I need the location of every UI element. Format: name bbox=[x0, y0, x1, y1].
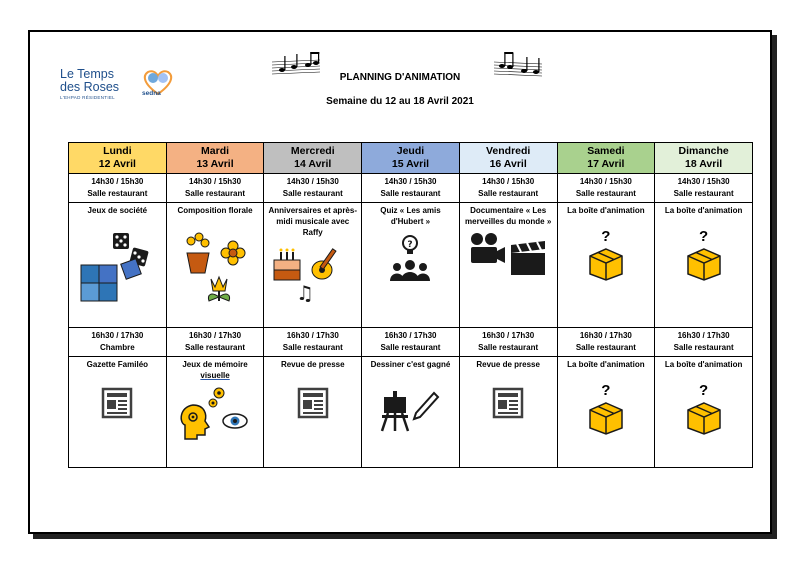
slot1-cell: 14h30 / 15h30 Salle restaurant bbox=[459, 174, 557, 203]
day-header-vendredi: Vendredi 16 Avril bbox=[459, 143, 557, 174]
activity-cell bbox=[69, 203, 167, 327]
question-mark: ? bbox=[601, 228, 611, 246]
day-header-mercredi: Mercredi 14 Avril bbox=[264, 143, 362, 174]
planning-sheet bbox=[28, 30, 772, 534]
flowers-icon bbox=[175, 231, 255, 303]
slot2-cell: 16h30 / 17h30 Salle restaurant bbox=[362, 327, 460, 356]
slot2-cell: 16h30 / 17h30 Salle restaurant bbox=[264, 327, 362, 356]
activities1-row bbox=[69, 203, 753, 327]
activity-label: Gazette Familéo bbox=[86, 359, 149, 369]
mystery-box-icon bbox=[686, 401, 722, 435]
day-header-jeudi: Jeudi 15 Avril bbox=[362, 143, 460, 174]
activity-label: Composition florale bbox=[177, 206, 253, 216]
newspaper-icon bbox=[99, 385, 135, 421]
question-mark: ? bbox=[699, 381, 709, 399]
planning-table bbox=[68, 142, 753, 468]
activity-cell bbox=[362, 356, 460, 467]
question-mark: ? bbox=[601, 381, 611, 399]
activity-label: Quiz « Les amis d'Hubert » bbox=[380, 206, 441, 227]
activity-cell bbox=[264, 203, 362, 327]
activities2-row bbox=[69, 356, 753, 467]
day-header-lundi: Lundi 12 Avril bbox=[69, 143, 167, 174]
slot1-cell: 14h30 / 15h30 Salle restaurant bbox=[655, 174, 753, 203]
slot1-cell: 14h30 / 15h30 Salle restaurant bbox=[557, 174, 655, 203]
days-row bbox=[69, 143, 753, 174]
svg-text:?: ? bbox=[407, 240, 414, 251]
activity-cell bbox=[557, 203, 655, 327]
camera-clapper-icon bbox=[467, 231, 549, 279]
activity-cell bbox=[655, 356, 753, 467]
activity-cell bbox=[459, 356, 557, 467]
newspaper-icon bbox=[295, 385, 331, 421]
activity-cell bbox=[557, 356, 655, 467]
question-mark: ? bbox=[699, 228, 709, 246]
activity-label: Jeux de société bbox=[87, 206, 148, 216]
slot1-cell: 14h30 / 15h30 Salle restaurant bbox=[166, 174, 264, 203]
mystery-box-icon bbox=[588, 247, 624, 281]
day-header-mardi: Mardi 13 Avril bbox=[166, 143, 264, 174]
activity-label: La boîte d'animation bbox=[664, 206, 743, 216]
activity-cell bbox=[69, 356, 167, 467]
activity-cell bbox=[655, 203, 753, 327]
activity-label: Jeux de mémoire visuelle bbox=[182, 359, 248, 380]
activity-label: La boîte d'animation bbox=[567, 359, 645, 369]
brain-gears-eye-icon bbox=[175, 385, 255, 441]
slot2-cell: 16h30 / 17h30 Chambre bbox=[69, 327, 167, 356]
activity-label: Anniversaires et après-midi musicale avec Raffy bbox=[268, 206, 357, 238]
day-header-dimanche: Dimanche 18 Avril bbox=[655, 143, 753, 174]
page-title: PLANNING D'ANIMATION bbox=[339, 72, 461, 83]
activity-cell bbox=[166, 356, 264, 467]
activity-label: Revue de presse bbox=[280, 359, 345, 369]
newspaper-icon bbox=[490, 385, 526, 421]
activity-label: Dessiner c'est gagné bbox=[370, 359, 451, 369]
activity-label: Revue de presse bbox=[476, 359, 540, 369]
slot2-cell: 16h30 / 17h30 Salle restaurant bbox=[459, 327, 557, 356]
slot1-cell: 14h30 / 15h30 Salle restaurant bbox=[69, 174, 167, 203]
mystery-box-icon bbox=[588, 401, 624, 435]
activity-cell bbox=[459, 203, 557, 327]
activity-cell bbox=[264, 356, 362, 467]
quiz-people-icon bbox=[385, 231, 435, 287]
dice-puzzle-icon bbox=[77, 231, 157, 303]
mystery-box-icon bbox=[686, 247, 722, 281]
cake-guitar-icon bbox=[270, 240, 356, 302]
slot2-cell: 16h30 / 17h30 Salle restaurant bbox=[655, 327, 753, 356]
activity-label: La boîte d'animation bbox=[664, 359, 743, 369]
slot2-cell: 16h30 / 17h30 Salle restaurant bbox=[557, 327, 655, 356]
easel-pencil-icon bbox=[378, 385, 442, 433]
logo-line1: Le Temps bbox=[60, 67, 114, 81]
activity-cell bbox=[362, 203, 460, 327]
slot1-cell: 14h30 / 15h30 Salle restaurant bbox=[264, 174, 362, 203]
day-header-samedi: Samedi 17 Avril bbox=[557, 143, 655, 174]
slot2-cell: 16h30 / 17h30 Salle restaurant bbox=[166, 327, 264, 356]
slot2-row bbox=[69, 327, 753, 356]
activity-cell bbox=[166, 203, 264, 327]
activity-label: La boîte d'animation bbox=[567, 206, 645, 216]
slot1-row bbox=[69, 174, 753, 203]
svg-text:♫: ♫ bbox=[295, 281, 314, 303]
logo-line2: des Roses bbox=[60, 80, 120, 94]
slot1-cell: 14h30 / 15h30 Salle restaurant bbox=[362, 174, 460, 203]
logo-line3: L'EHPAD RÉSIDENTIEL bbox=[60, 95, 115, 100]
logo-brand: sedna bbox=[142, 90, 161, 97]
page-subtitle: Semaine du 12 au 18 Avril 2021 bbox=[326, 96, 474, 107]
activity-label: Documentaire « Les merveilles du monde » bbox=[465, 206, 552, 227]
